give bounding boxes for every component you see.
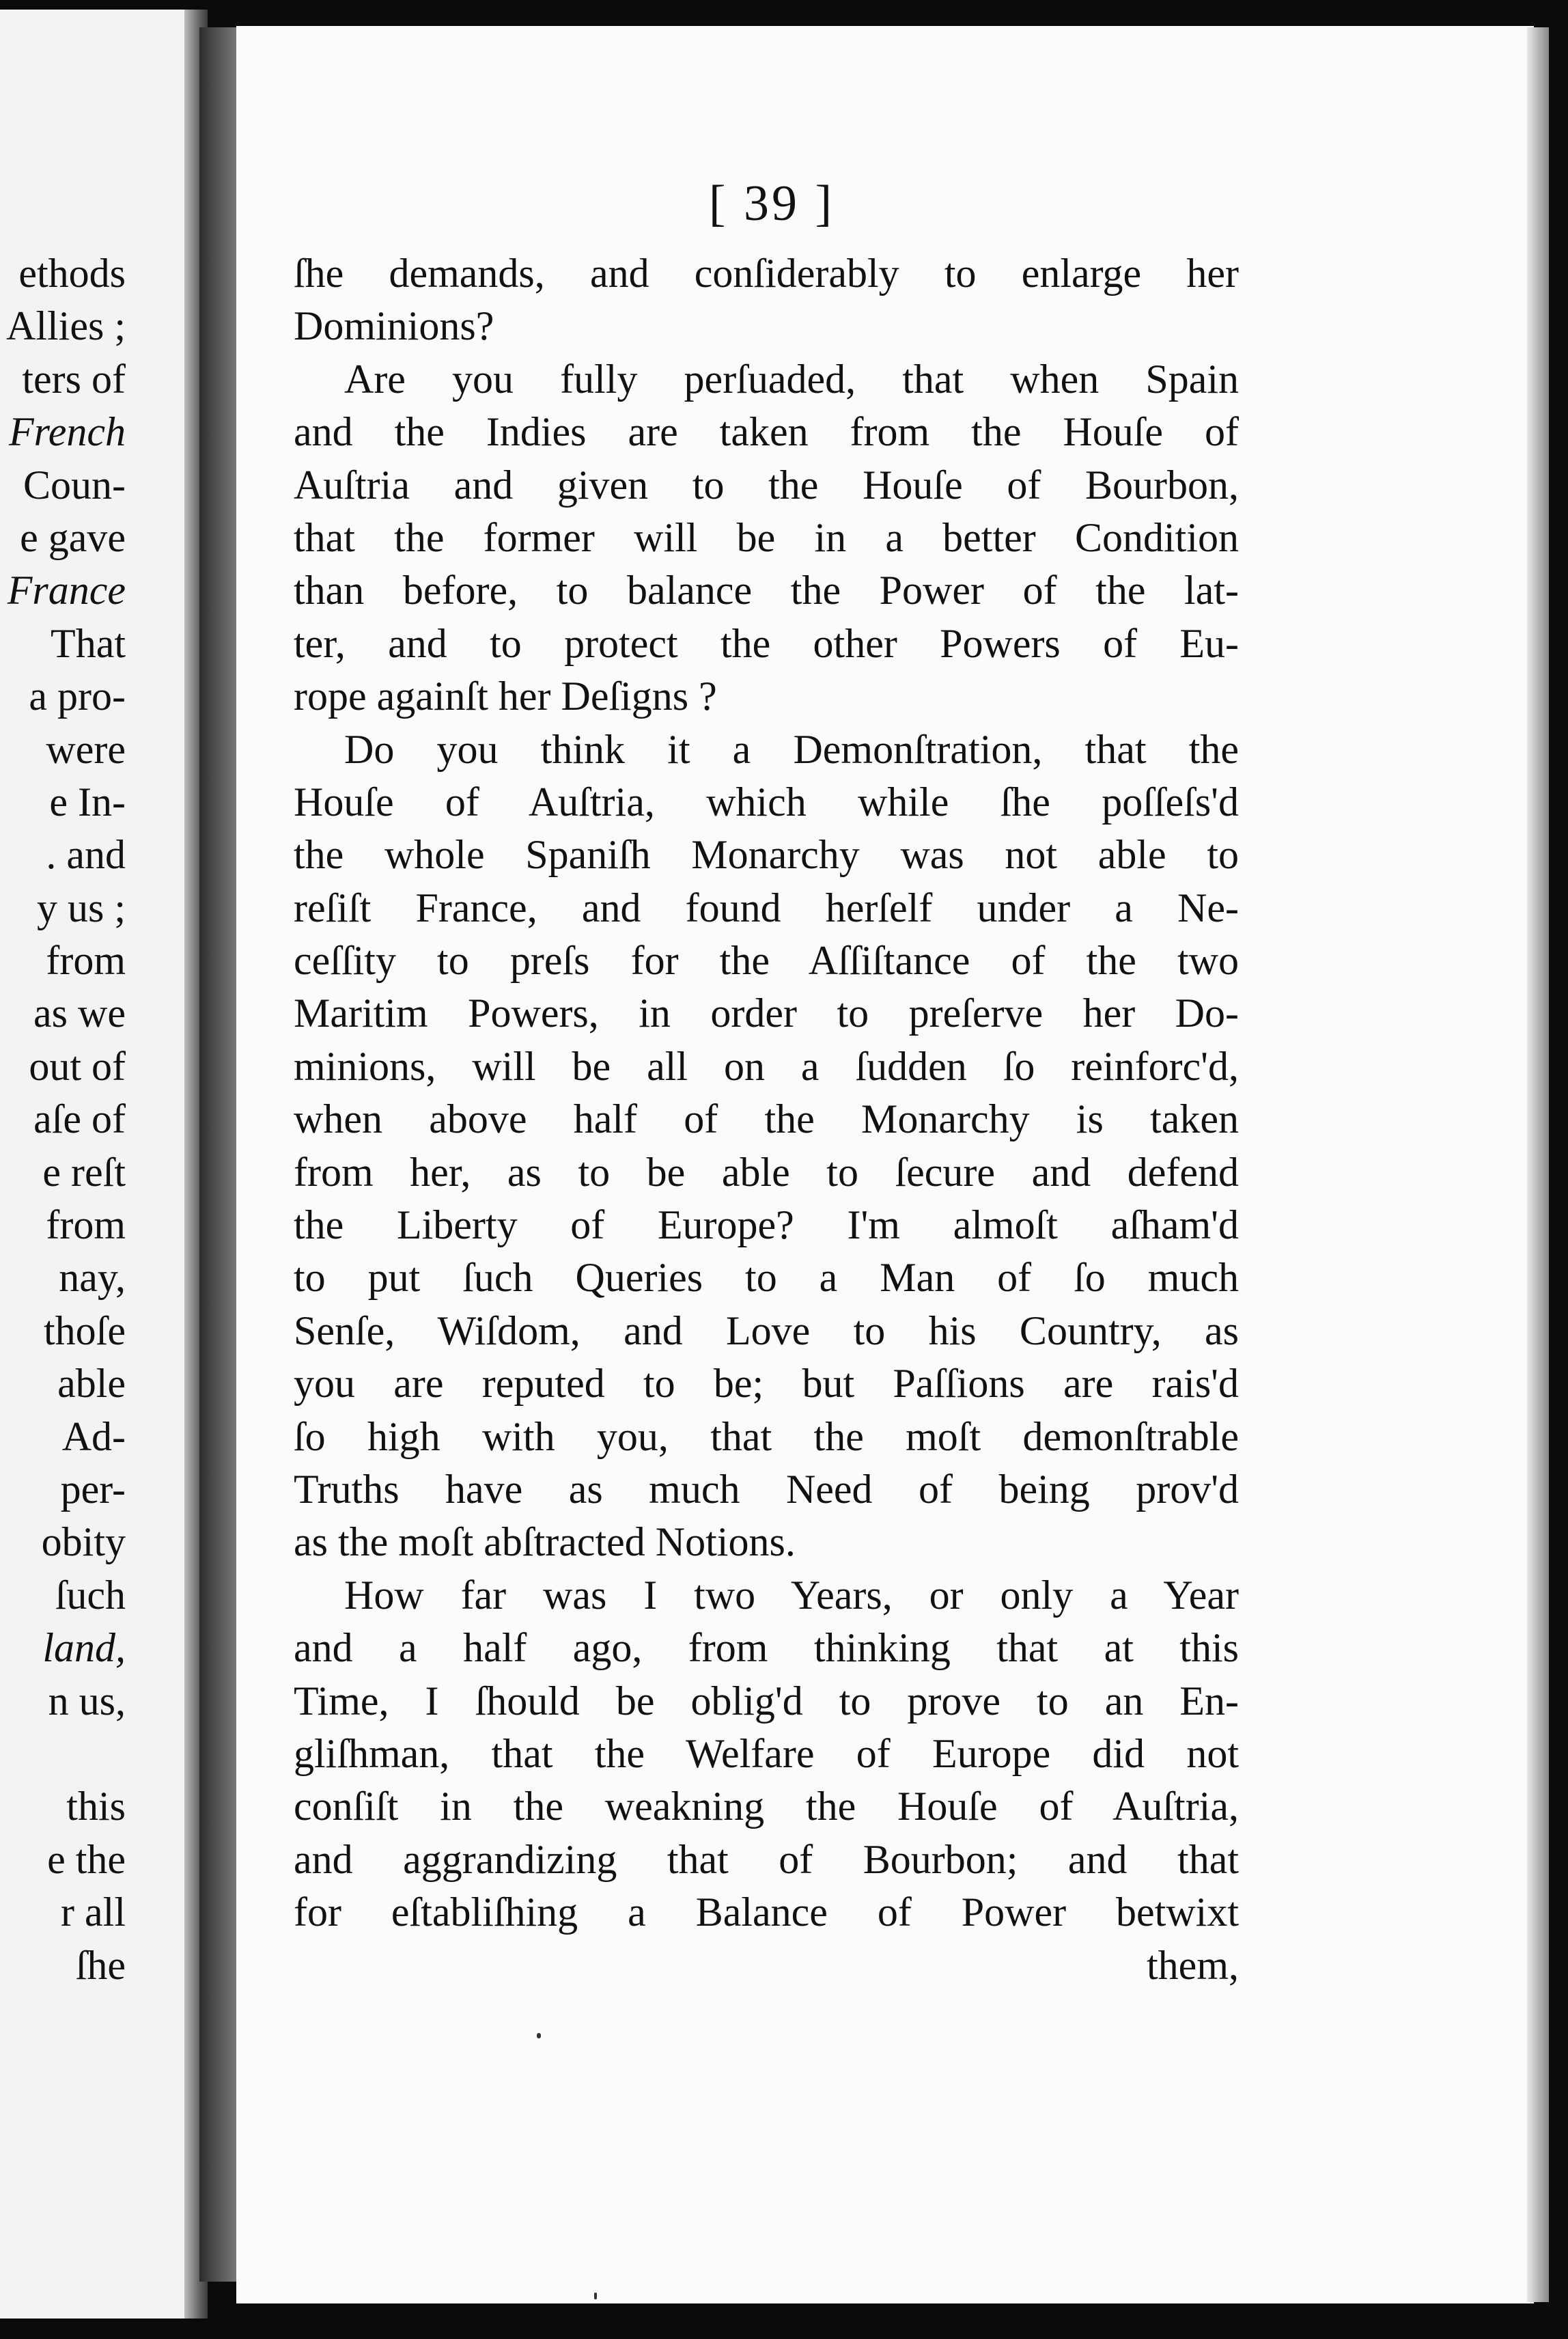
text-line: Auſtria and given to the Houſe of Bourbon, — [294, 462, 1239, 508]
text-line: the whole Spaniſh Monarchy was not able to — [294, 832, 1239, 878]
left-fragment-line: thoſe — [44, 1307, 126, 1353]
text-line: to put ſuch Queries to a Man of ſo much — [294, 1255, 1239, 1301]
left-fragment-line: e gave — [20, 514, 126, 560]
paragraph-gap — [0, 1728, 126, 1780]
left-fragment-line: Ad- — [61, 1413, 126, 1459]
left-fragment-line: as we — [33, 991, 126, 1036]
text-line: and a half ago, from thinking that at this — [294, 1625, 1239, 1671]
book-gutter — [199, 27, 238, 2282]
left-fragment-line: per- — [60, 1466, 126, 1512]
text-line: ſo high with you, that the moſt demonſtrable — [294, 1413, 1239, 1459]
left-fragment-line: were — [46, 726, 126, 772]
left-fragment-line: obity — [41, 1519, 126, 1565]
ink-speck — [594, 2293, 597, 2299]
ink-speck — [537, 2033, 541, 2038]
left-fragment-line: France — [7, 568, 126, 613]
text-line: Maritim Powers, in order to preſerve her Do- — [294, 991, 1239, 1036]
left-fragment-line: ethods — [18, 251, 126, 296]
text-line: and the Indies are taken from the Houſe of — [294, 409, 1239, 455]
text-line: Are you fully perſuaded, that when Spain — [344, 356, 1239, 402]
text-line: How far was I two Years, or only a Year — [344, 1572, 1239, 1618]
text-line: ſhe demands, and conſiderably to enlarge her — [294, 251, 1239, 296]
text-line: and aggrandizing that of Bourbon; and that — [294, 1836, 1239, 1882]
left-page-text-fragments — [0, 247, 126, 1992]
text-line: than before, to balance the Power of the lat- — [294, 568, 1239, 613]
text-line: you are reputed to be; but Paſſions are rais'd — [294, 1361, 1239, 1407]
left-fragment-line: n us, — [48, 1678, 126, 1724]
left-fragment-line: y us ; — [36, 885, 126, 930]
text-line: Truths have as much Need of being prov'd — [294, 1466, 1239, 1512]
left-fragment-line: r all — [61, 1890, 126, 1935]
left-fragment-line: e reſt — [42, 1149, 126, 1195]
left-fragment-line: out of — [29, 1043, 126, 1089]
left-fragment-line: able — [57, 1361, 126, 1407]
text-line: conſiſt in the weakning the Houſe of Auſtria, — [294, 1784, 1239, 1829]
text-line: Do you think it a Demonſtration, that the — [344, 726, 1239, 772]
text-line: gliſhman, that the Welfare of Europe did not — [294, 1730, 1239, 1776]
left-fragment-line: e In- — [49, 779, 126, 825]
left-fragment-line: nay, — [59, 1255, 126, 1301]
left-fragment-line: this — [66, 1784, 126, 1829]
text-line: rope againſt her Deſigns ? — [294, 674, 717, 719]
right-page-edge — [1527, 27, 1549, 2302]
catchword: them, — [1147, 1942, 1239, 1988]
text-line: Houſe of Auſtria, which while ſhe poſſeſs'd — [294, 779, 1239, 825]
text-line: ter, and to protect the other Powers of Eu- — [294, 620, 1239, 666]
page-number: [ 39 ] — [708, 176, 835, 232]
left-fragment-line: That — [51, 620, 126, 666]
left-fragment-line: ſhe — [75, 1942, 126, 1988]
left-fragment-line: from — [46, 938, 126, 984]
left-fragment-line: aſe of — [33, 1096, 126, 1142]
text-line: that the former will be in a better Condition — [294, 514, 1239, 560]
left-fragment-line: Coun- — [23, 462, 126, 508]
text-line: for eſtabliſhing a Balance of Power betwixt — [294, 1890, 1239, 1935]
left-fragment-line: land, — [42, 1625, 126, 1671]
text-line: reſiſt France, and found herſelf under a Ne- — [294, 885, 1239, 930]
text-line: from her, as to be able to ſecure and defend — [294, 1149, 1239, 1195]
left-fragment-line: ſuch — [55, 1572, 126, 1618]
left-fragment-line: e the — [47, 1836, 126, 1882]
left-fragment-line: Allies ; — [6, 303, 126, 349]
text-line: Time, I ſhould be oblig'd to prove to an En- — [294, 1678, 1239, 1724]
text-line: when above half of the Monarchy is taken — [294, 1096, 1239, 1142]
text-line: ceſſity to preſs for the Aſſiſtance of the two — [294, 938, 1239, 984]
text-line: Dominions? — [294, 303, 494, 349]
text-line: minions, will be all on a ſudden ſo reinforc'd, — [294, 1043, 1239, 1089]
text-line: as the moſt abſtracted Notions. — [294, 1519, 796, 1565]
text-line: Senſe, Wiſdom, and Love to his Country, as — [294, 1307, 1239, 1353]
left-fragment-line: French — [8, 409, 126, 455]
left-fragment-line: . and — [46, 832, 126, 878]
text-line: the Liberty of Europe? I'm almoſt aſham'd — [294, 1202, 1239, 1248]
left-fragment-line: from — [46, 1202, 126, 1248]
right-page-body-text — [294, 247, 1239, 1992]
left-fragment-line: a pro- — [29, 674, 126, 719]
left-fragment-line: ters of — [22, 356, 126, 402]
